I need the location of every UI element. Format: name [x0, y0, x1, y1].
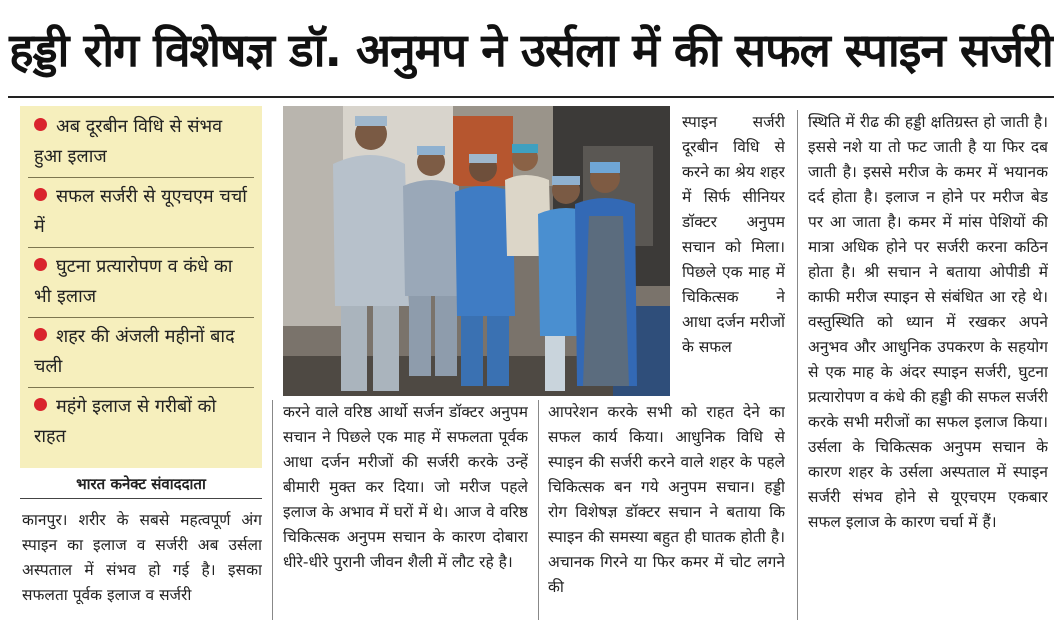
- article-column-3-bottom: आपरेशन करके सभी को राहत देने का सफल कार्य किया। आधुनिक विधि से स्पाइन की सर्जरी करने वाले शहर के पहले चिकित्सक बन गये अनुपम सचान। हड्डी रोग विशेषज्ञ डॉक्टर सचान ने बताया कि स्पाइन की समस्या बहुत ही घातक होती है। अचानक गिरने या फिर कमर में चोट लगने की: [548, 403, 785, 596]
- article-column-1: कानपुर। शरीर के सबसे महत्वपूर्ण अंग स्पाइन का इलाज व सर्जरी अब उर्सला अस्पताल में संभव हो गई है। इसका सफलता पूर्वक इलाज व सर्जरी: [22, 511, 262, 604]
- byline: भारत कनेक्ट संवाददाता: [20, 470, 262, 499]
- highlights-box: [20, 106, 262, 468]
- highlight-item: [28, 248, 254, 318]
- highlight-item: [28, 178, 254, 248]
- article-column-3-top: स्पाइन सर्जरी दूरबीन विधि से करने का श्रेय शहर में सिर्फ सीनियर डॉक्टर अनुपम सचान को मिला। पिछले एक माह में चिकित्सक ने आधा दर्जन मरीजों के सफल: [682, 113, 785, 356]
- column-divider: [272, 400, 273, 620]
- highlight-text: अब दूरबीन विधि से संभव हुआ इलाज: [34, 116, 223, 167]
- headline: हड्डी रोग विशेषज्ञ डॉ. अनुमप ने उर्सला में की सफल स्पाइन सर्जरी: [9, 23, 1053, 77]
- bullet-icon: [34, 328, 47, 341]
- highlight-item: [28, 318, 254, 388]
- column-divider: [538, 400, 539, 620]
- photo-illustration: [283, 106, 670, 396]
- highlight-item: [28, 388, 254, 458]
- surgical-team-photo: [283, 106, 670, 396]
- highlight-text: महंगे इलाज से गरीबों को राहत: [34, 396, 217, 447]
- bullet-icon: [34, 118, 47, 131]
- bullet-icon: [34, 398, 47, 411]
- highlight-text: घुटना प्रत्यारोपण व कंधे का भी इलाज: [34, 256, 233, 307]
- article-column-2: करने वाले वरिष्ठ आर्थो सर्जन डॉक्टर अनुपम सचान ने पिछले एक माह में सफलता पूर्वक आधा दर्जन मरीजों की सर्जरी करके उन्हें बीमारी मुक्त कर दिया। जो मरीज पहले इलाज के अभाव में घरों में थे। आज वे वरिष्ठ चिकित्सक अनुपम सचान के कारण दोबारा धीरे-धीरे पुरानी जीवन शैली में लौट रहे है।: [283, 403, 528, 571]
- bullet-icon: [34, 188, 47, 201]
- bullet-icon: [34, 258, 47, 271]
- column-divider: [797, 110, 798, 620]
- article-column-4: स्थिति में रीढ की हड्डी क्षतिग्रस्त हो जाती है। इससे नशे या तो फट जाती है या फिर दब जाती है। इससे मरीज के कमर में भयानक दर्द होता है। इलाज न होने पर मरीज बेड पर आ जाता है। कमर में मांस पेशियों की मात्रा अधिक होने पर सर्जरी करना कठिन होता है। श्री सचान ने बताया ओपीडी में काफी मरीज स्पाइन से संबंधित आ रहे थे। वस्तुस्थिति को ध्यान में रखकर अपने अनुभव और आधुनिक उपकरण के सहयोग से एक माह के अंदर स्पाइन सर्जरी, घुटना प्रत्यारोपण व कंधे की हड्डी की सफल सर्जरी करके सभी मरीजों का सफल इलाज किया। उर्सला के चिकित्सक अनुपम सचान के कारण शहर के उर्सला अस्पताल में स्पाइन सर्जरी संभव होने से यूएचएम एकबार सफल इलाज के कारण चर्चा में हैं।: [808, 113, 1048, 531]
- highlight-item: [28, 108, 254, 178]
- highlight-text: सफल सर्जरी से यूएचएम चर्चा में: [34, 186, 247, 237]
- highlight-text: शहर की अंजली महीनों बाद चली: [34, 326, 235, 377]
- headline-rule: [8, 96, 1054, 98]
